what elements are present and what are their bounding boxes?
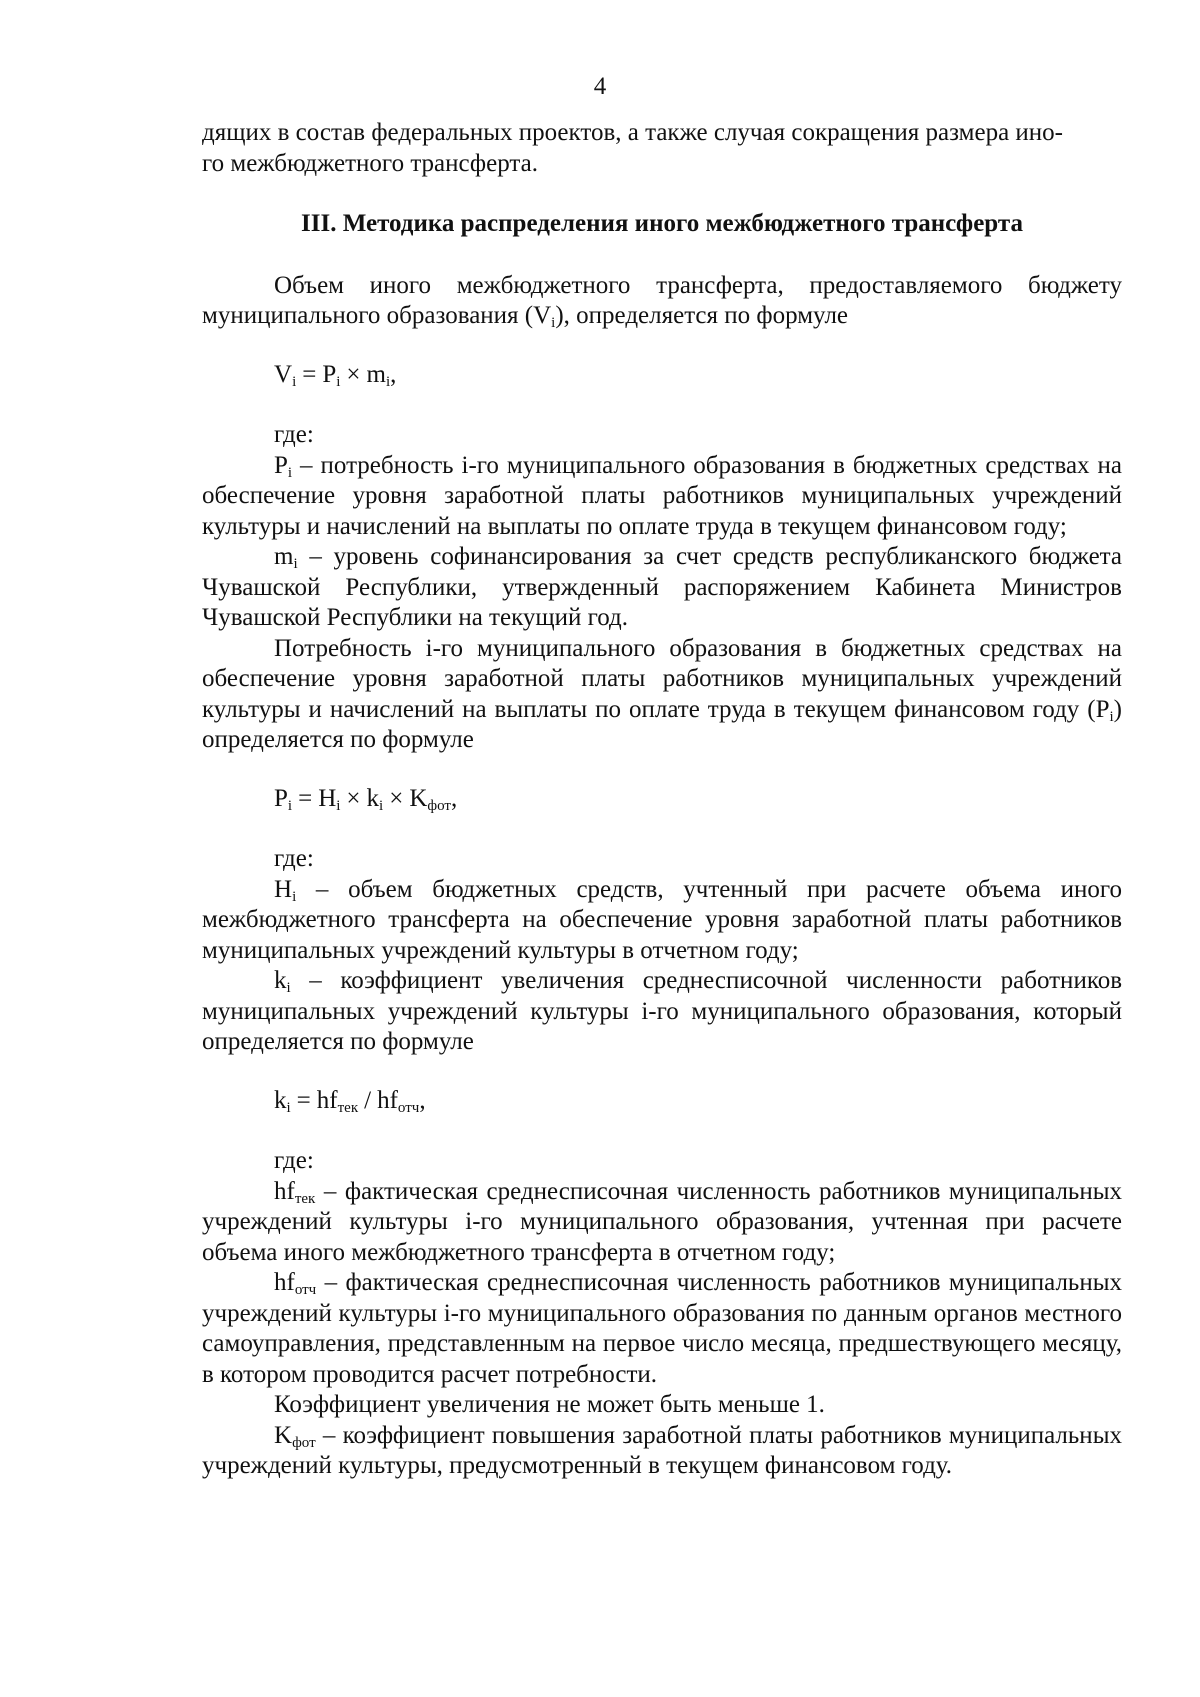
coefficient-note: Коэффициент увеличения не может быть меньше 1. [274, 1391, 825, 1418]
formula-vi: $V_i = P_i \times m_i$, [274, 360, 397, 390]
definition-ki: $k_i$ – коэффициент увеличения среднесписочной численности работников муниципальных учреждений культуры i-го муниципального образования, который определяется по формуле [202, 967, 1122, 1055]
paragraph-volume: Объем иного межбюджетного трансферта, предоставляемого бюджету муниципального образования $(V_i)$, определяется по формуле [202, 271, 1122, 331]
page-number: 4 [593, 73, 607, 100]
paragraph-need: Потребность i-го муниципального образования в бюджетных средствах на обеспечение уровня заработной платы работников муниципальных учреждений культуры и начислений на выплаты по оплате труда в текущем финансовом году $(P_i)$ определяется по формуле [202, 634, 1122, 753]
intro-paragraph [202, 118, 1122, 179]
page-content [202, 118, 1122, 1482]
definition-hi: $H_i$ – объем бюджетных средств, учтенный при расчете объема иного межбюджетного трансферта на обеспечение уровня заработной платы работников муниципальных учреждений культуры в отчетном году; [202, 875, 1122, 964]
section-heading: III. Методика распределения иного межбюджетного трансферта [301, 210, 1023, 237]
definition-hf-otch: $hf_{отч}$ – фактическая среднесписочная численность работников муниципальных учреждений культуры i-го муниципального образования по данным органов местного самоуправления, представленным на первое число месяца, предшествующего месяцу, в котором проводится расчет потребности. [202, 1269, 1122, 1388]
intro-line-1: дящих в состав федеральных проектов, а также случая сокращения размера ино- [202, 119, 1063, 146]
definition-pi: $P_i$ – потребность i-го муниципального образования в бюджетных средствах на обеспечение уровня заработной платы работников муниципальных учреждений культуры и начислений на выплаты по оплате труда в текущем финансовом году; [202, 451, 1122, 540]
formula-ki: $k_i = hf_{тек} / hf_{отч}$, [274, 1086, 426, 1116]
intro-line-2: го межбюджетного трансферта. [202, 149, 538, 177]
definition-k-fot: $K_{фот}$ – коэффициент повышения заработной платы работников муниципальных учреждений культуры, предусмотренный в текущем финансовом году. [202, 1421, 1122, 1479]
definition-hf-tek: $hf_{тек}$ – фактическая среднесписочная численность работников муниципальных учреждений культуры i-го муниципального образования, учтенная при расчете объема иного межбюджетного трансферта в отчетном году; [202, 1177, 1122, 1266]
where-label-2: где: [274, 845, 314, 872]
where-label-3: где: [274, 1147, 314, 1174]
formula-pi: $P_i = H_i \times k_i \times K_{фот}$, [274, 784, 458, 814]
where-label-1: где: [274, 421, 314, 448]
definition-mi: $m_i$ – уровень софинансирования за счет средств республиканского бюджета Чувашской Республики, утвержденный распоряжением Кабинета Министров Чувашской Республики на текущий год. [202, 543, 1122, 631]
